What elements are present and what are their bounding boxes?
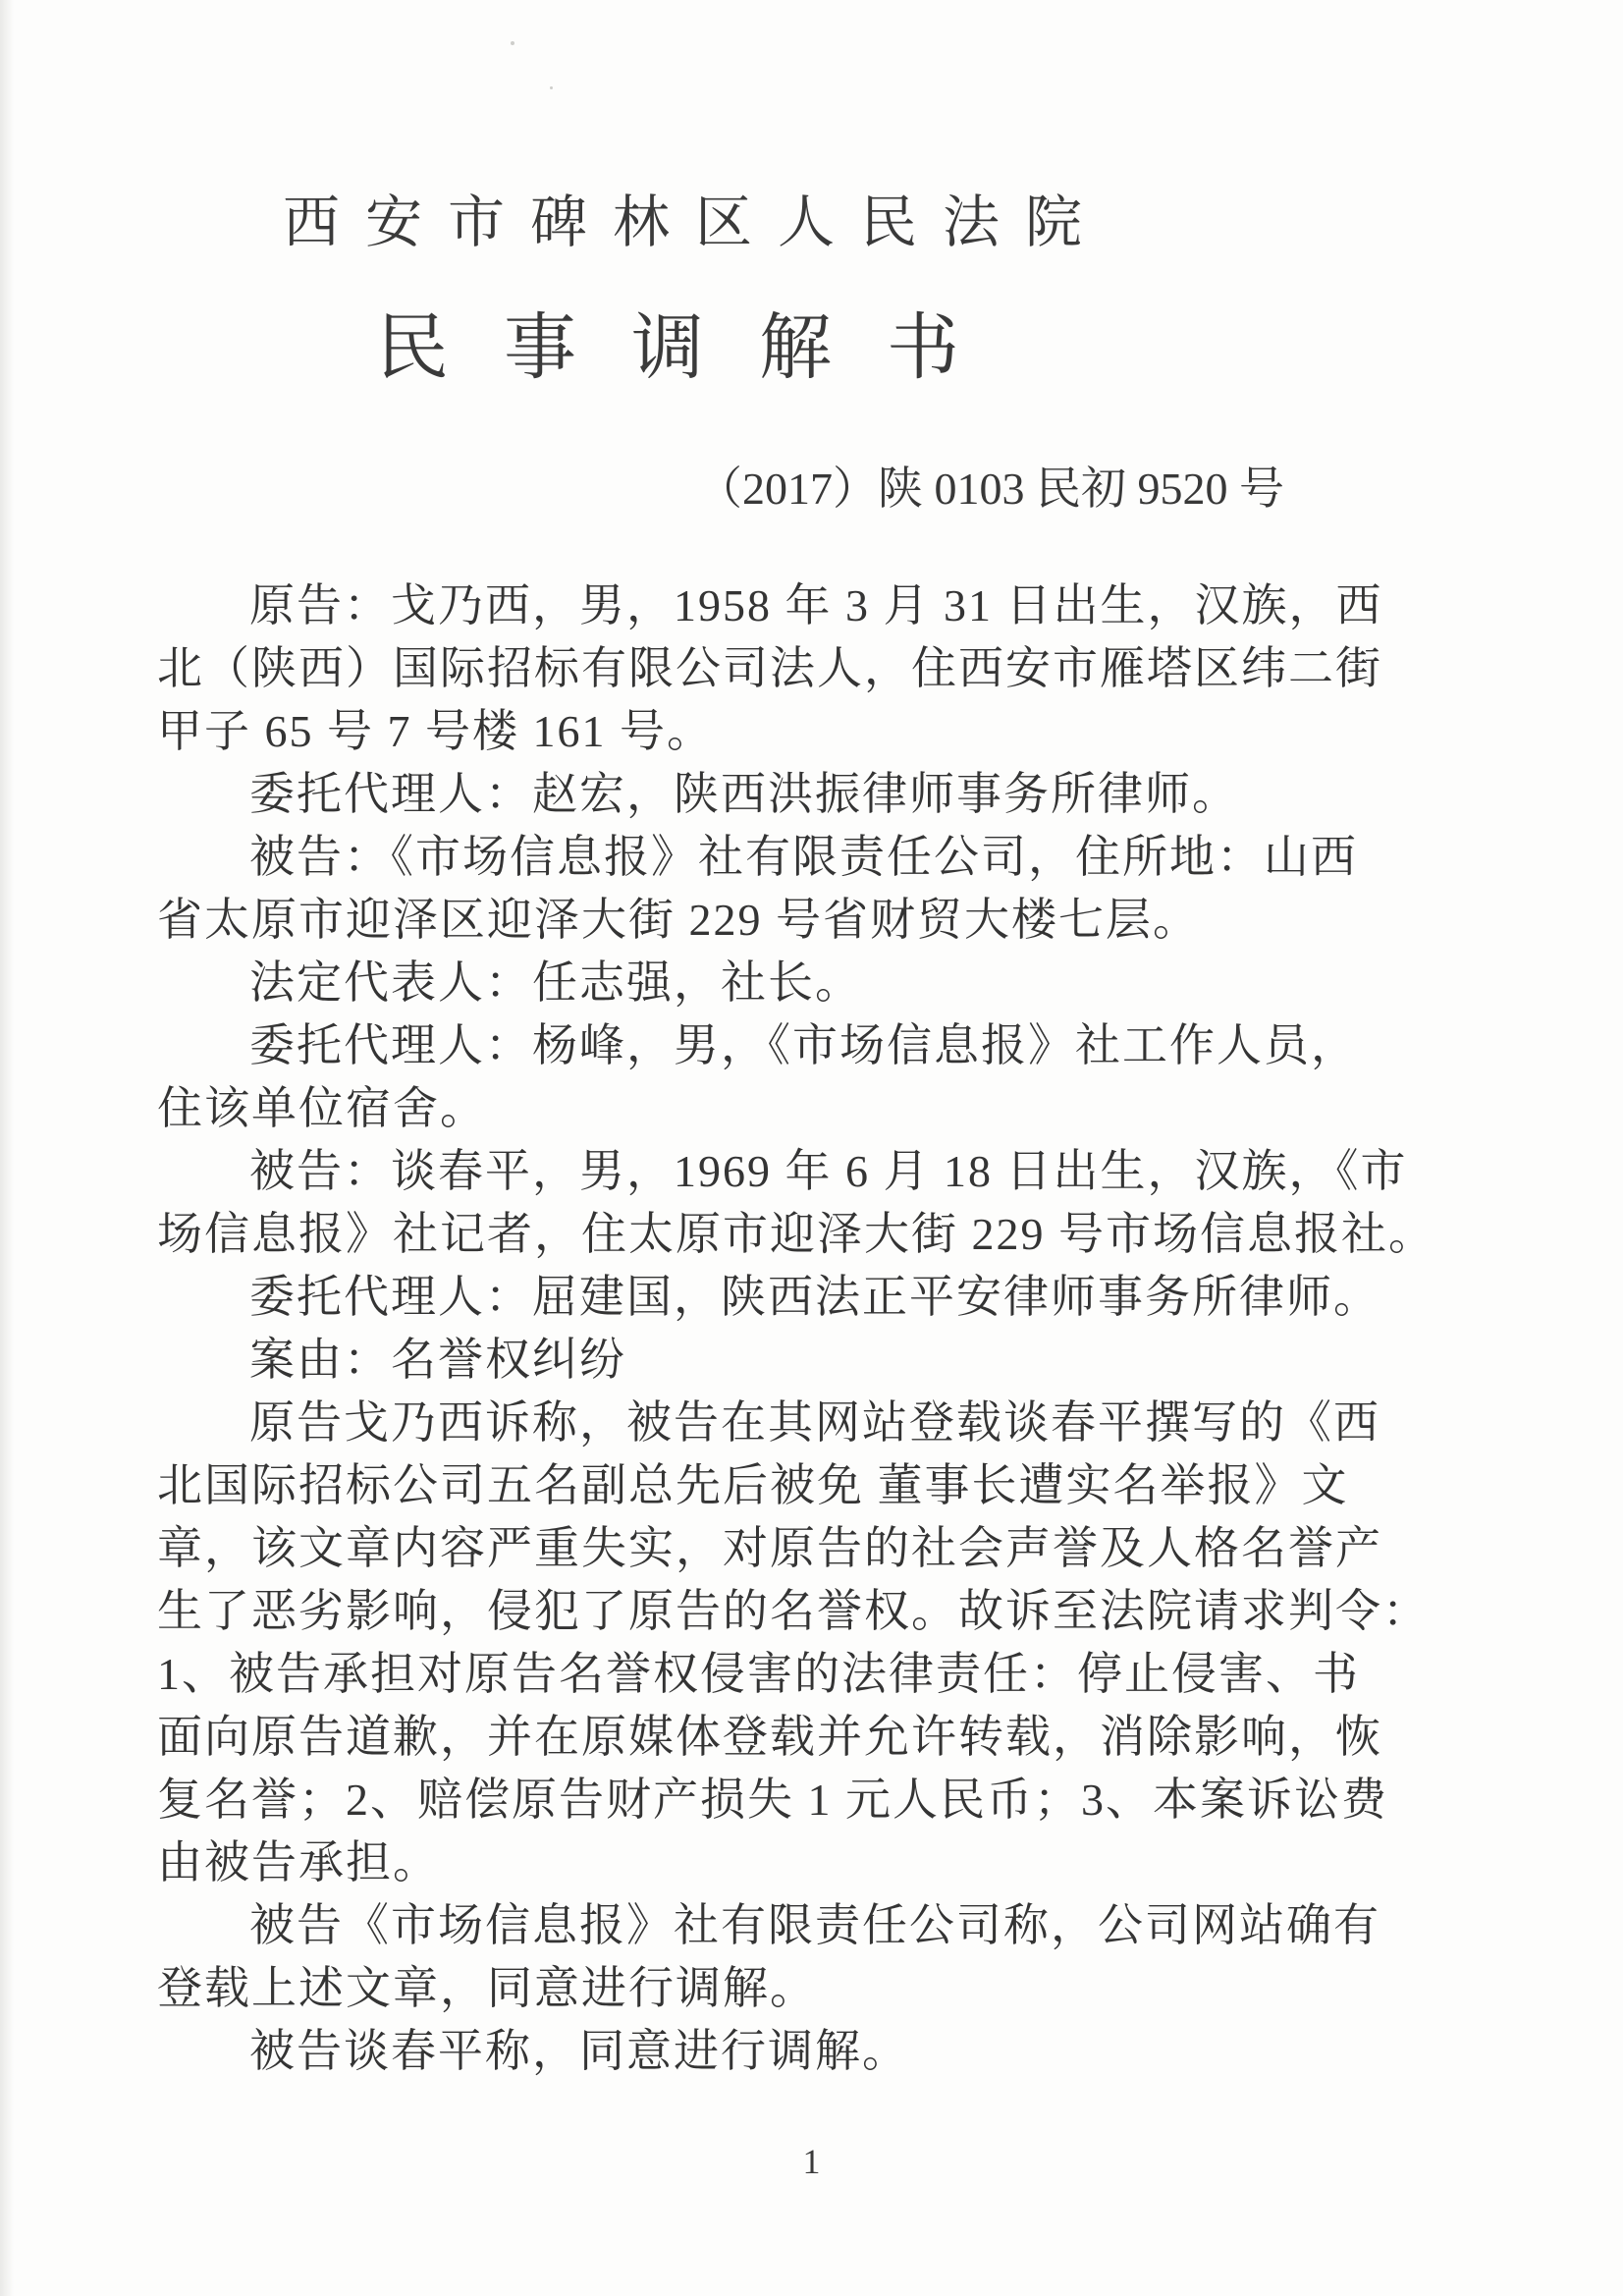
case-number: （2017）陕 0103 民初 9520 号 [697,464,1284,514]
body-line: 由被告承担。 [157,1837,440,1887]
body-line: 原告戈乃西诉称，被告在其网站登载谈春平撰写的《西 [249,1397,1380,1448]
body-line: 1、被告承担对原告名誉权侵害的法律责任：停止侵害、书 [157,1649,1360,1699]
body-line: 被告：《市场信息报》社有限责任公司，住所地：山西 [249,832,1358,882]
scan-speck [511,41,514,45]
page-number: 1 [802,2142,821,2181]
document-title: 民事调解书 [376,308,1014,389]
body-line: 生了恶劣影响，侵犯了原告的名誉权。故诉至法院请求判令： [157,1586,1430,1636]
body-line: 被告《市场信息报》社有限责任公司称，公司网站确有 [249,1900,1380,1950]
body-line: 原告：戈乃西，男，1958 年 3 月 31 日出生，汉族，西 [249,580,1383,630]
document-body [157,574,1446,2083]
body-line: 北（陕西）国际招标有限公司法人，住西安市雁塔区纬二街 [157,643,1382,693]
document-header [155,0,1235,393]
body-line: 面向原告道歉，并在原媒体登载并允许转载，消除影响，恢 [157,1712,1382,1762]
body-line: 案由：名誉权纠纷 [249,1335,626,1385]
body-line: 甲子 65 号 7 号楼 161 号。 [157,706,714,756]
body-line: 被告：谈春平，男，1969 年 6 月 18 日出生，汉族，《市 [249,1146,1408,1196]
body-line: 登载上述文章，同意进行调解。 [157,1963,817,2013]
body-line: 被告谈春平称，同意进行调解。 [249,2026,909,2076]
court-name: 西安市碑林区人民法院 [282,191,1108,254]
body-line: 章，该文章内容严重失实，对原告的社会声誉及人格名誉产 [157,1523,1382,1573]
body-line: 北国际招标公司五名副总先后被免 董事长遭实名举报》文 [157,1460,1349,1510]
body-line: 委托代理人：赵宏，陕西洪振律师事务所律师。 [249,769,1239,819]
body-line: 法定代表人：任志强，社长。 [249,957,862,1008]
scan-speck [550,86,553,89]
body-line: 场信息报》社记者，住太原市迎泽大街 229 号市场信息报社。 [157,1209,1435,1259]
body-line: 省太原市迎泽区迎泽大街 229 号省财贸大楼七层。 [157,895,1200,945]
body-line: 委托代理人：屈建国，陕西法正平安律师事务所律师。 [249,1272,1380,1322]
body-line: 复名誉；2、赔偿原告财产损失 1 元人民币；3、本案诉讼费 [157,1775,1388,1825]
body-line: 住该单位宿舍。 [157,1083,487,1133]
body-line: 委托代理人：杨峰，男，《市场信息报》社工作人员， [249,1020,1358,1070]
